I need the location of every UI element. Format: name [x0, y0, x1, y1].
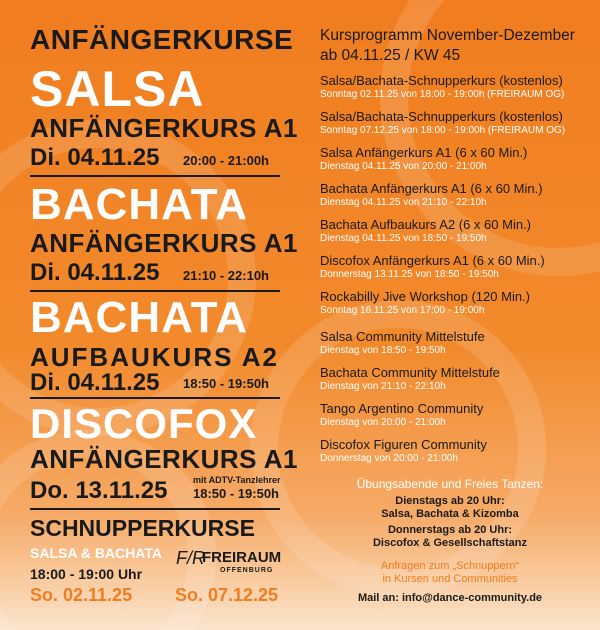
program-item-detail: Dienstag von 20:00 - 21:00h — [320, 417, 446, 428]
schnupper-subtitle: SALSA & BACHATA — [30, 545, 162, 561]
program-subtitle: ab 04.11.25 / KW 45 — [320, 47, 461, 64]
practice-day-text: Salsa, Bachata & Kizomba — [381, 508, 519, 520]
program-item-name: Salsa Community Mittelstufe — [320, 329, 485, 344]
course-level: AUFBAUKURS A2 — [30, 342, 279, 372]
program-item-detail: Dienstag 04.11.25 von 21:10 - 22:10h — [320, 197, 487, 208]
course-time: 18:50 - 19:50h — [183, 376, 269, 391]
divider — [30, 508, 280, 510]
program-item-name: Discofox Anfängerkurs A1 (6 x 60 Min.) — [320, 253, 545, 268]
program-item-detail: Dienstag von 18:50 - 19:50h — [320, 345, 446, 356]
program-item-detail: Sonntag 16.11.25 von 17:00 - 19:00h — [320, 305, 485, 316]
program-item-detail: Sonntag 02.11.25 von 18:00 - 19:00h (FREIRAUM OG) — [320, 89, 565, 100]
program-item-detail: Dienstag 04.11.25 von 18:50 - 19:50h — [320, 233, 487, 244]
course-time: 21:10 - 22:10h — [183, 268, 269, 283]
divider — [30, 175, 280, 177]
schnupper-date: So. 07.12.25 — [175, 585, 279, 605]
divider — [30, 290, 280, 292]
program-item-detail: Sonntag 07.12.25 von 18:00 - 19:00h (FREIRAUM OG) — [320, 125, 566, 136]
inquiry-line: in Kursen und Communities — [382, 573, 518, 585]
program-item-name: Discofox Figuren Community — [320, 437, 487, 452]
course-time: 20:00 - 21:00h — [183, 153, 269, 168]
course-date: Di. 04.11.25 — [30, 259, 160, 286]
course-title: BACHATA — [30, 180, 248, 229]
logo-name: FREIRAUM — [202, 549, 282, 566]
course-level: ANFÄNGERKURS A1 — [30, 228, 298, 258]
program-item-name: Salsa/Bachata-Schnupperkurs (kostenlos) — [320, 73, 563, 88]
course-title: BACHATA — [30, 293, 248, 342]
contact-mail: Mail an: info@dance-community.de — [357, 592, 543, 604]
course-date: Do. 13.11.25 — [30, 477, 168, 504]
program-item-detail: Dienstag von 21:10 - 22:10h — [320, 381, 446, 392]
course-note: mit ADTV-Tanzlehrer — [193, 475, 281, 485]
program-item-name: Bachata Anfängerkurs A1 (6 x 60 Min.) — [320, 181, 543, 196]
logo-city: OFFENBURG — [220, 567, 274, 574]
schnupper-title: SCHNUPPERKURSE — [30, 515, 255, 541]
schnupper-time: 18:00 - 19:00 Uhr — [30, 566, 143, 582]
course-date: Di. 04.11.25 — [30, 369, 160, 396]
header-anfaengerkurse: ANFÄNGERKURSE — [30, 24, 294, 55]
program-item-name: Rockabilly Jive Workshop (120 Min.) — [320, 289, 530, 304]
course-level: ANFÄNGERKURS A1 — [30, 113, 298, 143]
inquiry-line: Anfragen zum „Schnuppern“ — [380, 560, 520, 572]
course-title: DISCOFOX — [30, 400, 258, 447]
program-item-name: Bachata Community Mittelstufe — [320, 365, 500, 380]
course-level: ANFÄNGERKURS A1 — [30, 444, 298, 474]
program-item-detail: Dienstag 04.11.25 von 20:00 - 21:00h — [320, 161, 487, 172]
practice-day-title: Donnerstags ab 20 Uhr: — [387, 524, 513, 536]
program-item-name: Salsa Anfängerkurs A1 (6 x 60 Min.) — [320, 145, 528, 160]
program-item-name: Salsa/Bachata-Schnupperkurs (kostenlos) — [320, 109, 563, 124]
schnupper-date: So. 02.11.25 — [30, 585, 133, 605]
practice-day-text: Discofox & Gesellschaftstanz — [372, 537, 528, 549]
course-time: 18:50 - 19:50h — [193, 486, 279, 501]
program-item-detail: Donnerstag 13.11.25 von 18:50 - 19:50h — [320, 269, 499, 280]
practice-day-title: Dienstags ab 20 Uhr: — [395, 495, 505, 507]
program-item-name: Bachata Aufbaukurs A2 (6 x 60 Min.) — [320, 217, 532, 232]
program-title: Kursprogramm November-Dezember — [320, 27, 575, 44]
practice-title: Übungsabende und Freies Tanzen: — [356, 477, 544, 491]
course-date: Di. 04.11.25 — [30, 144, 160, 171]
logo-mark: F/R — [176, 548, 205, 568]
program-item-name: Tango Argentino Community — [320, 401, 484, 416]
program-item-detail: Donnerstag von 20:00 - 21:00h — [320, 453, 458, 464]
course-title: SALSA — [30, 61, 205, 117]
divider — [30, 397, 280, 399]
